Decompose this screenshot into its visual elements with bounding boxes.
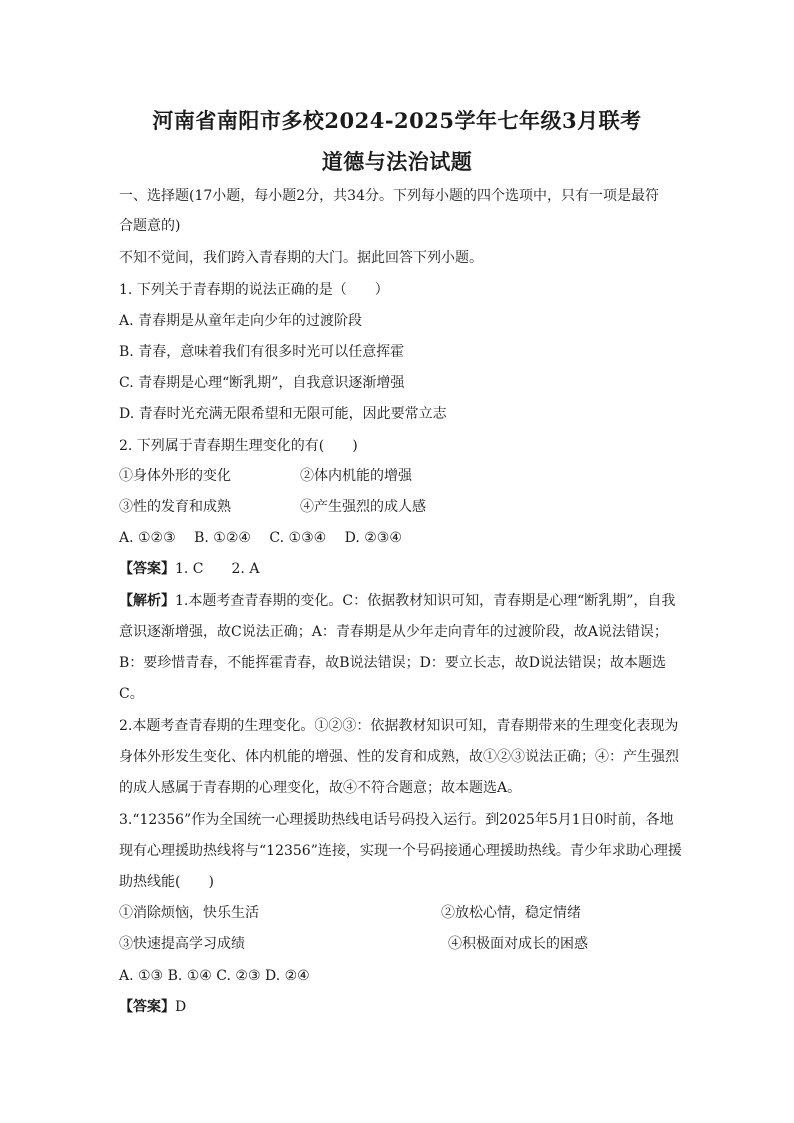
q1-stem: 1. 下列关于青春期的说法正确的是（ ） <box>119 282 389 298</box>
q2-item-2: ②体内机能的增强 <box>300 468 412 484</box>
q3-item-2: ②放松心情，稳定情绪 <box>441 905 581 921</box>
q3-item-4: ④积极面对成长的困惑 <box>448 936 588 952</box>
answer-1-2 <box>119 559 259 579</box>
answer-3-tag: 【答案】 <box>119 999 175 1015</box>
q3-stem-line-2: 现有心理援助热线将与“12356”连接，实现一个号码接通心理援助热线。青少年求助心理援 <box>119 843 682 859</box>
q2-item-4: ④产生强烈的成人感 <box>300 499 426 515</box>
analysis-line-6: 身体外形发生变化、体内机能的增强、性的发育和成熟，故①②③说法正确；④：产生强烈 <box>119 749 679 765</box>
q1-option-d: D. 青春时光充满无限希望和无限可能，因此要常立志 <box>119 406 447 422</box>
q3-stem-line-1: 3.“12356”作为全国统一心理援助热线电话号码投入运行。到2025年5月1日0时前，各地 <box>119 812 674 828</box>
exam-title: 河南省南阳市多校2024-2025学年七年级3月联考 <box>152 108 642 133</box>
section-header-line-2: 合题意的) <box>119 218 181 234</box>
q3-stem-line-3: 助热线能( ) <box>119 874 214 890</box>
analysis-line-4: C。 <box>119 686 144 702</box>
answer-tag: 【答案】 <box>119 561 175 577</box>
q2-item-1: ①身体外形的变化 <box>119 468 231 484</box>
q2-item-3: ③性的发育和成熟 <box>119 499 231 515</box>
section-header-line-1: 一、选择题(17小题，每小题2分，共34分。下列每小题的四个选项中，只有一项是最符 <box>119 188 659 204</box>
q1-option-c: C. 青春期是心理“断乳期”，自我意识逐渐增强 <box>119 375 405 391</box>
analysis-line-7: 的成人感属于青春期的心理变化，故④不符合题意；故本题选A。 <box>119 780 522 796</box>
analysis-tag: 【解析】 <box>119 593 175 609</box>
analysis-line-5: 2.本题考查青春期的生理变化。①②③：依据教材知识可知，青春期带来的生理变化表现为 <box>119 718 679 734</box>
q1-option-b: B. 青春，意味着我们有很多时光可以任意挥霍 <box>119 344 405 360</box>
analysis-text-1: 1.本题考查青春期的变化。C：依据教材知识可知，青春期是心理“断乳期”，自我 <box>175 593 676 609</box>
q1-option-a: A. 青春期是从童年走向少年的过渡阶段 <box>119 313 363 329</box>
q2-stem: 2. 下列属于青春期生理变化的有( ) <box>119 438 358 454</box>
q3-item-3: ③快速提高学习成绩 <box>119 936 245 952</box>
q3-item-1: ①消除烦恼，快乐生活 <box>119 905 259 921</box>
analysis-line-3: B：要珍惜青春，不能挥霍青春，故B说法错误；D：要立长志，故D说法错误；故本题选 <box>119 655 667 671</box>
answer-text: 1. C 2. A <box>175 561 260 577</box>
analysis-line-2: 意识逐渐增强，故C说法正确；A：青春期是从少年走向青年的过渡阶段，故A说法错误； <box>119 624 668 640</box>
answer-3 <box>119 997 186 1017</box>
exam-subtitle: 道德与法治试题 <box>321 149 473 174</box>
question-intro: 不知不觉间，我们跨入青春期的大门。据此回答下列小题。 <box>119 250 483 266</box>
answer-3-text: D <box>175 999 187 1015</box>
q2-choices: A. ①②③ B. ①②④ C. ①③④ D. ②③④ <box>119 530 402 546</box>
analysis-line-1 <box>119 591 675 611</box>
q3-choices: A. ①③ B. ①④ C. ②③ D. ②④ <box>119 968 310 984</box>
